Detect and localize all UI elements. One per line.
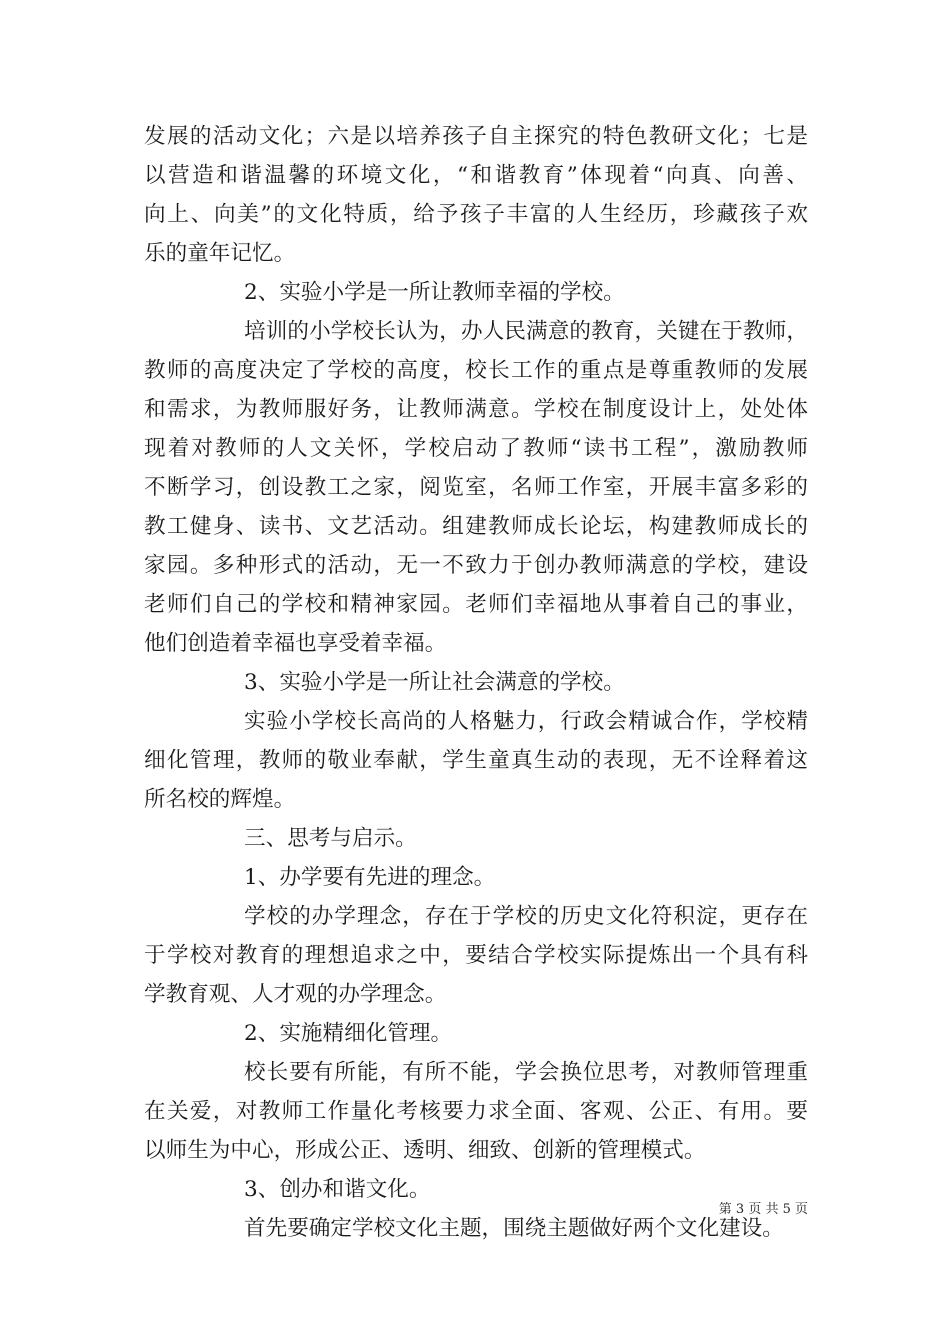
page-number: 第 3 页 共 5 页 (718, 1202, 808, 1217)
section-heading: 2、实施精细化管理。 (244, 1021, 453, 1046)
text-line: 教工健身、读书、文艺活动。组建教师成长论坛，构建教师成长的 (144, 514, 808, 539)
text-line: 在关爱，对教师工作量化考核要力求全面、客观、公正、有用。要 (144, 1099, 808, 1124)
text-line: 发展的活动文化；六是以培养孩子自主探究的特色教研文化；七是 (144, 124, 808, 149)
body-text (144, 117, 808, 1248)
text-line: 细化管理，教师的敬业奉献，学生童真生动的表现，无不诠释着这 (144, 748, 808, 773)
text-line: 家园。多种形式的活动，无一不致力于创办教师满意的学校，建设 (144, 553, 808, 578)
text-line: 以师生为中心，形成公正、透明、细致、创新的管理模式。 (144, 1138, 706, 1163)
section-heading: 三、思考与启示。 (244, 826, 417, 851)
text-line: 老师们自己的学校和精神家园。老师们幸福地从事着自己的事业， (144, 592, 808, 617)
text-line: 和需求，为教师服好务，让教师满意。学校在制度设计上，处处体 (144, 397, 808, 422)
text-line: 于学校对教育的理想追求之中，要结合学校实际提炼出一个具有科 (144, 943, 808, 968)
text-line: 不断学习，创设教工之家，阅览室，名师工作室，开展丰富多彩的 (144, 475, 808, 500)
text-line: 乐的童年记忆。 (144, 241, 296, 266)
text-line: 学教育观、人才观的办学理念。 (144, 982, 447, 1007)
text-line: 学校的办学理念，存在于学校的历史文化符积淀，更存在 (244, 904, 808, 929)
section-heading: 1、办学要有先进的理念。 (244, 865, 496, 890)
text-line: 培训的小学校长认为，办人民满意的教育，关键在于教师， (244, 319, 808, 344)
text-line: 实验小学校长高尚的人格魅力，行政会精诚合作，学校精 (244, 709, 808, 734)
text-line: 他们创造着幸福也享受着幸福。 (144, 631, 447, 656)
section-heading: 2、实验小学是一所让教师幸福的学校。 (244, 280, 625, 305)
section-heading: 3、实验小学是一所让社会满意的学校。 (244, 670, 625, 695)
text-line: 以营造和谐温馨的环境文化，“和谐教育”体现着“向真、向善、 (144, 163, 808, 188)
section-heading: 3、创办和谐文化。 (244, 1177, 431, 1202)
text-line: 校长要有所能，有所不能，学会换位思考，对教师管理重 (244, 1060, 808, 1085)
text-line: 所名校的辉煌。 (144, 787, 296, 812)
text-line: 现着对教师的人文关怀，学校启动了教师“读书工程”，激励教师 (144, 436, 808, 461)
text-line: 教师的高度决定了学校的高度，校长工作的重点是尊重教师的发展 (144, 358, 808, 383)
text-line: 向上、向美”的文化特质，给予孩子丰富的人生经历，珍藏孩子欢 (144, 202, 808, 227)
text-line: 首先要确定学校文化主题，围绕主题做好两个文化建设。 (244, 1216, 784, 1241)
